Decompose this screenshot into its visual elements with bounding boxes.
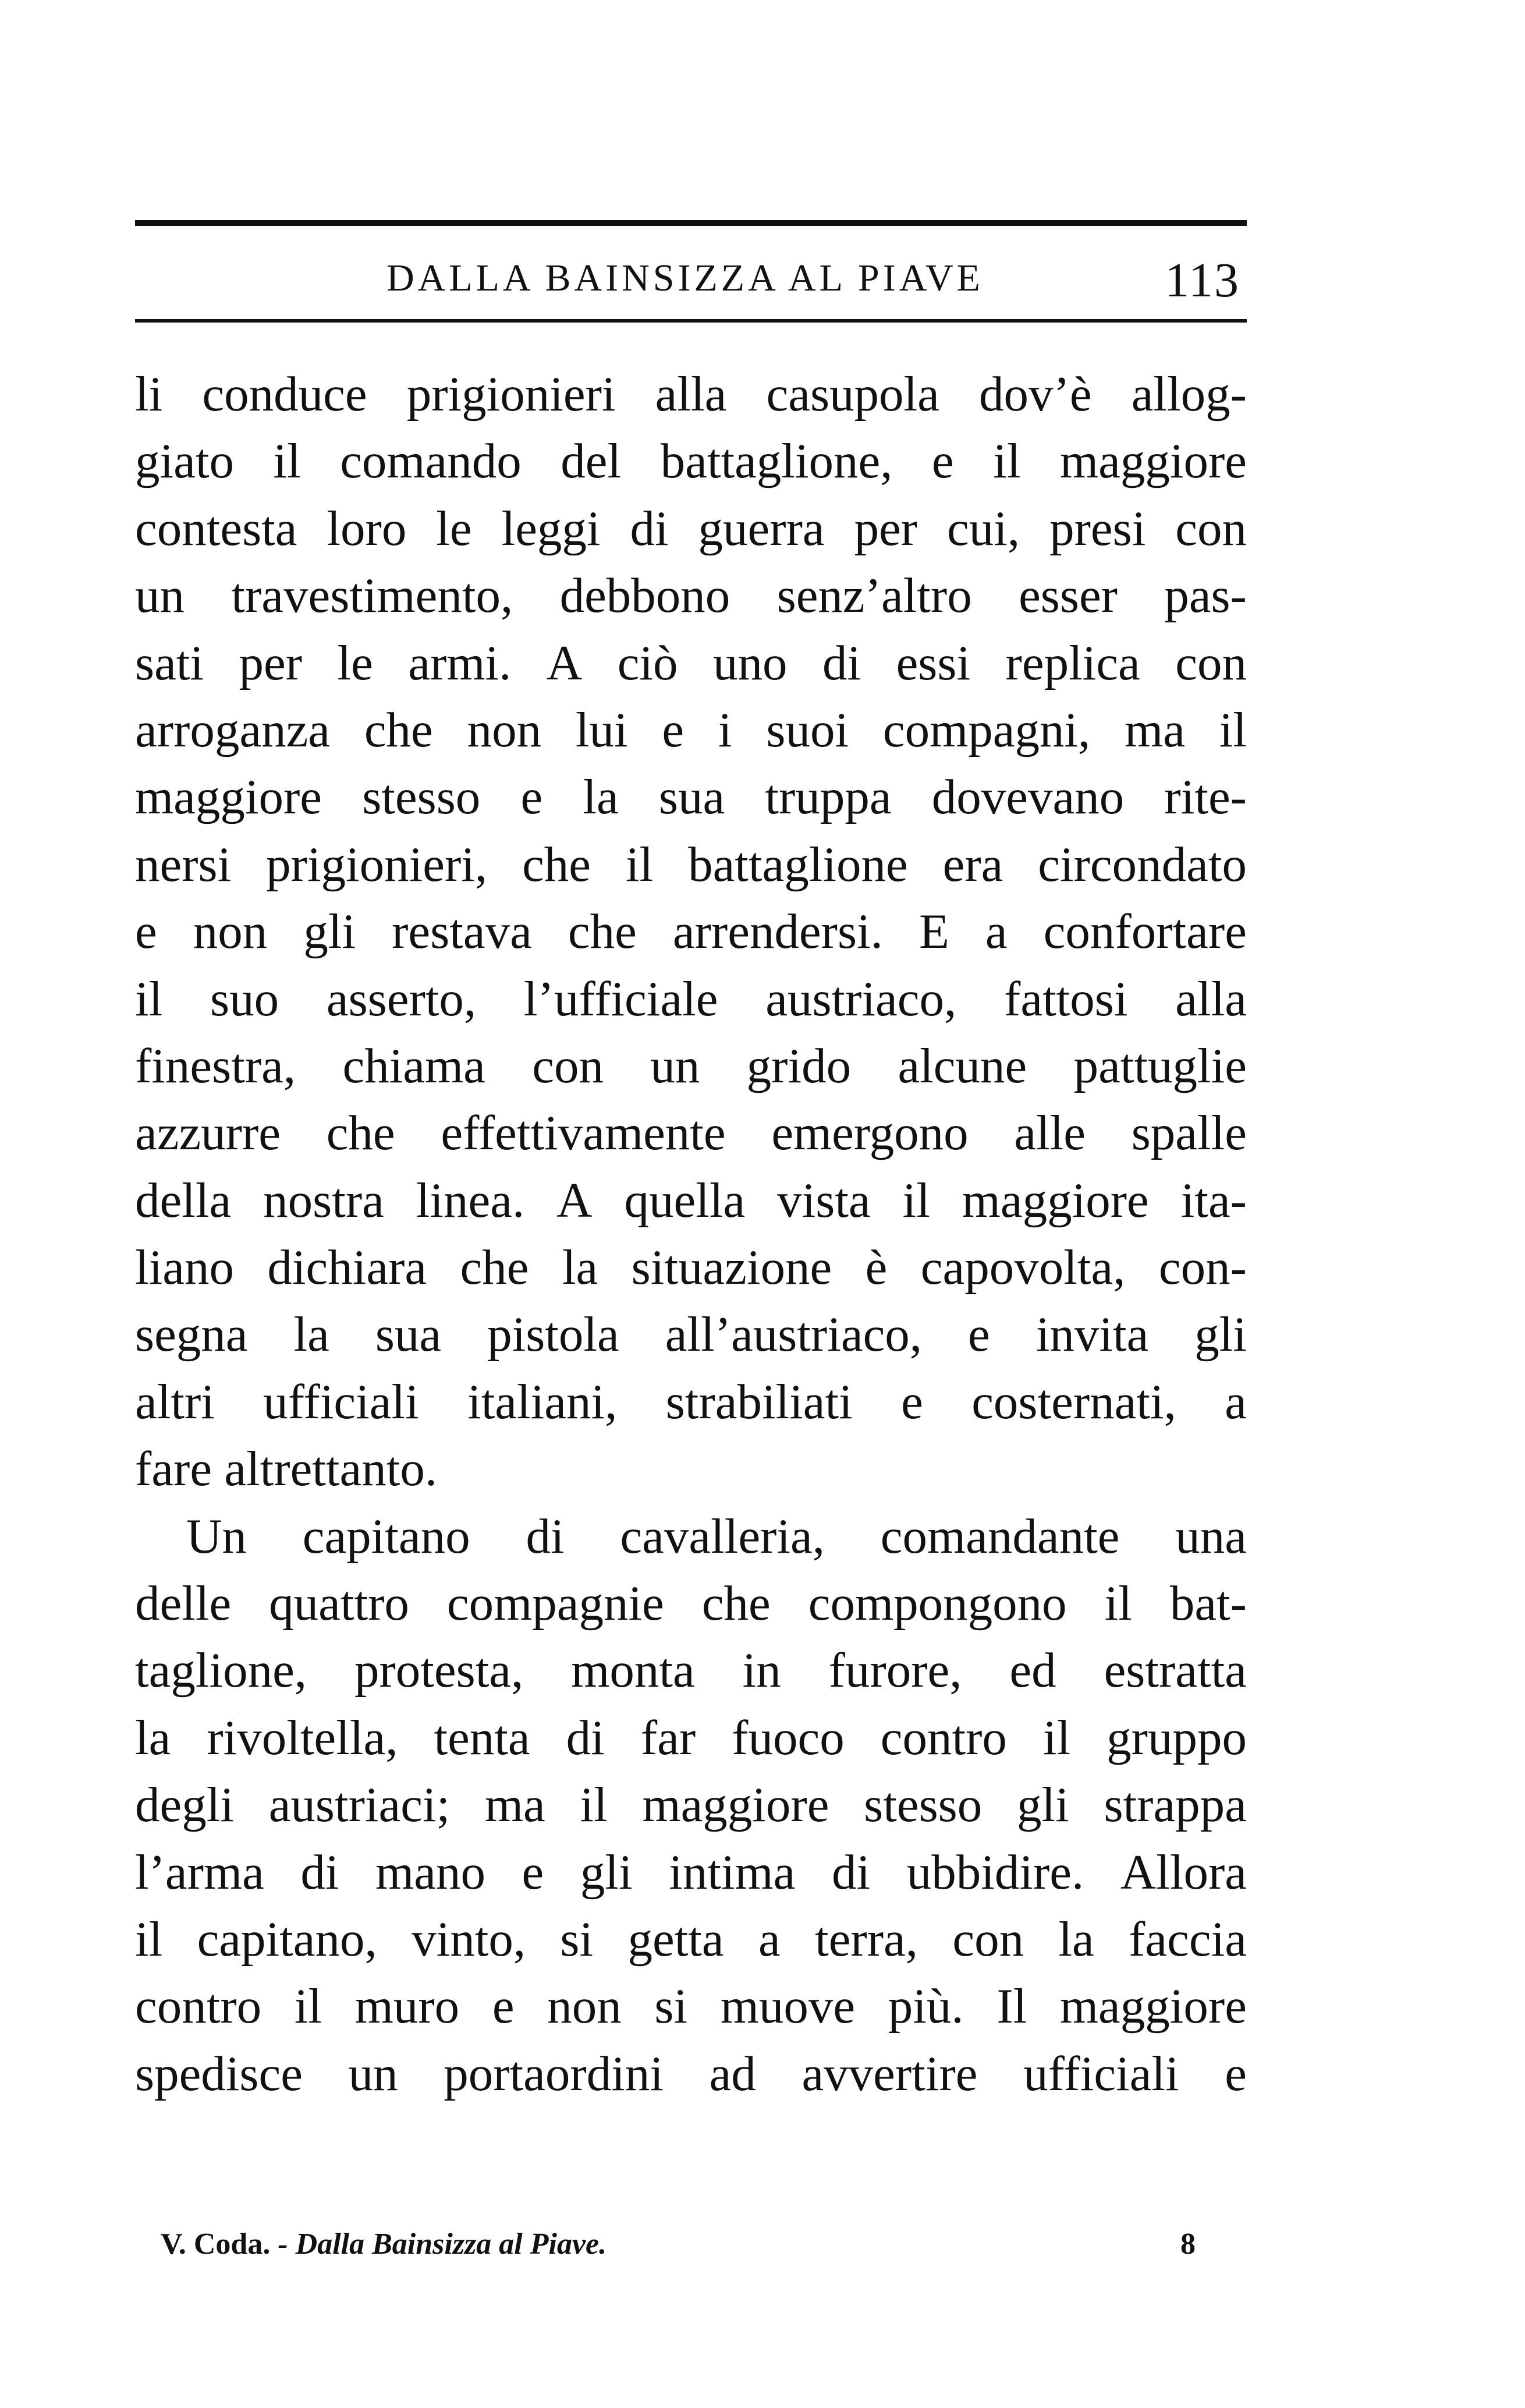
word: ma bbox=[484, 1777, 545, 1833]
word: e bbox=[135, 904, 157, 959]
word: comandante bbox=[880, 1508, 1120, 1564]
word: e bbox=[1225, 2046, 1247, 2101]
text-line bbox=[135, 1906, 1247, 1973]
word: allog- bbox=[1131, 367, 1247, 422]
word: che bbox=[460, 1240, 529, 1295]
word: maggiore bbox=[135, 770, 322, 825]
word: emergono bbox=[771, 1106, 969, 1161]
word: prigionieri, bbox=[266, 837, 488, 892]
word: che bbox=[701, 1576, 771, 1631]
word: dov’è bbox=[979, 367, 1092, 422]
top-rule bbox=[135, 220, 1247, 226]
word: per bbox=[239, 635, 303, 690]
word: protesta, bbox=[354, 1643, 524, 1698]
word: e bbox=[932, 434, 954, 489]
word: la bbox=[562, 1240, 598, 1295]
word: ufficiali bbox=[1023, 2046, 1179, 2101]
word: ciò bbox=[617, 635, 678, 690]
text-line bbox=[135, 764, 1247, 831]
text-line bbox=[135, 1033, 1247, 1100]
word: effettivamente bbox=[441, 1106, 726, 1161]
word: dovevano bbox=[931, 770, 1125, 825]
word: vinto, bbox=[412, 1911, 526, 1967]
text-line bbox=[135, 966, 1247, 1033]
word: costernati, bbox=[971, 1374, 1176, 1429]
word: suo bbox=[210, 971, 279, 1026]
word: degli bbox=[135, 1777, 234, 1833]
word: di bbox=[526, 1508, 565, 1564]
word: e bbox=[968, 1307, 990, 1362]
word: austriaco, bbox=[765, 971, 957, 1026]
word: il bbox=[1042, 1710, 1071, 1765]
word: con bbox=[1175, 635, 1247, 690]
word: armi. bbox=[408, 635, 512, 690]
word: maggiore bbox=[1059, 1979, 1247, 2034]
word: battaglione bbox=[688, 837, 908, 892]
text-line bbox=[135, 898, 1247, 965]
word: il bbox=[993, 434, 1021, 489]
text-line bbox=[135, 562, 1247, 629]
word: spalle bbox=[1131, 1106, 1247, 1161]
word: un bbox=[650, 1038, 700, 1093]
word: a bbox=[985, 904, 1008, 959]
word: strabiliati bbox=[665, 1374, 853, 1429]
word: far bbox=[640, 1710, 696, 1765]
word: asserto, bbox=[326, 971, 477, 1026]
word: replica bbox=[1005, 635, 1140, 690]
word: pistola bbox=[487, 1307, 619, 1362]
word: maggiore bbox=[962, 1173, 1149, 1228]
word: li bbox=[135, 367, 163, 422]
word: intima bbox=[669, 1844, 796, 1900]
word: nostra bbox=[263, 1173, 384, 1228]
word: situazione bbox=[631, 1240, 832, 1295]
text-line bbox=[135, 697, 1247, 764]
word: suoi bbox=[766, 702, 849, 757]
word: lui bbox=[575, 702, 628, 757]
word: si bbox=[560, 1911, 594, 1967]
footer-author: V. Coda. bbox=[161, 2228, 271, 2261]
word: mano bbox=[375, 1844, 485, 1900]
word: i bbox=[718, 702, 732, 757]
word: battaglione, bbox=[660, 434, 893, 489]
text-line bbox=[135, 2041, 1247, 2108]
word: azzurre bbox=[135, 1106, 281, 1161]
word: maggiore bbox=[642, 1777, 829, 1833]
word: maggiore bbox=[1060, 434, 1247, 489]
word: le bbox=[337, 635, 373, 690]
word: è bbox=[865, 1240, 888, 1295]
word: gli bbox=[1194, 1307, 1247, 1362]
word: che bbox=[364, 702, 433, 757]
word: terra, bbox=[815, 1911, 918, 1967]
word: della bbox=[135, 1173, 232, 1228]
word: A bbox=[556, 1173, 593, 1228]
word: cavalleria, bbox=[620, 1508, 825, 1564]
word: ed bbox=[1009, 1643, 1056, 1698]
word: contesta bbox=[135, 501, 297, 556]
word: gruppo bbox=[1106, 1710, 1247, 1765]
word: tenta bbox=[434, 1710, 530, 1765]
word: che bbox=[568, 904, 637, 959]
word: la bbox=[1058, 1911, 1094, 1967]
paragraph-1 bbox=[135, 361, 1247, 1503]
word: compagnie bbox=[446, 1576, 664, 1631]
word: il bbox=[580, 1777, 608, 1833]
word: truppa bbox=[765, 770, 892, 825]
word: e bbox=[522, 1844, 544, 1900]
word: cui, bbox=[947, 501, 1020, 556]
word: il bbox=[135, 971, 163, 1026]
word: conduce bbox=[202, 367, 367, 422]
word: dichiara bbox=[267, 1240, 427, 1295]
word: avvertire bbox=[801, 2046, 978, 2101]
word: delle bbox=[135, 1576, 232, 1631]
word: stesso bbox=[864, 1777, 983, 1833]
word: di bbox=[822, 635, 861, 690]
word: pattuglie bbox=[1073, 1038, 1247, 1093]
word: arroganza bbox=[135, 702, 331, 757]
text-line bbox=[135, 1839, 1247, 1906]
word: restava bbox=[392, 904, 532, 959]
word: rite- bbox=[1164, 770, 1247, 825]
word: le bbox=[436, 501, 472, 556]
word: chiama bbox=[342, 1038, 485, 1093]
word: il bbox=[625, 837, 654, 892]
word: strappa bbox=[1104, 1777, 1247, 1833]
word: e bbox=[492, 1979, 515, 2034]
word: rivoltella, bbox=[207, 1710, 398, 1765]
word: un bbox=[135, 568, 185, 624]
word: con bbox=[1175, 501, 1247, 556]
word: capitano bbox=[302, 1508, 470, 1564]
text-line bbox=[135, 831, 1247, 898]
word: uno bbox=[713, 635, 788, 690]
word: prigionieri bbox=[406, 367, 616, 422]
word: di bbox=[300, 1844, 339, 1900]
word: presi bbox=[1049, 501, 1146, 556]
word: estratta bbox=[1104, 1643, 1247, 1698]
word: contro bbox=[135, 1979, 262, 2034]
word: nersi bbox=[135, 837, 232, 892]
word: A bbox=[546, 635, 583, 690]
word: alcune bbox=[898, 1038, 1027, 1093]
word: compongono bbox=[808, 1576, 1067, 1631]
word: faccia bbox=[1129, 1911, 1247, 1967]
word: si bbox=[654, 1979, 688, 2034]
word: che bbox=[326, 1106, 395, 1161]
word: circondato bbox=[1038, 837, 1247, 892]
word: fuoco bbox=[732, 1710, 845, 1765]
word: alla bbox=[655, 367, 727, 422]
text-line bbox=[135, 1234, 1247, 1301]
word: italiani, bbox=[467, 1374, 618, 1429]
text-line bbox=[135, 1100, 1247, 1167]
text-line bbox=[135, 1973, 1247, 2040]
word: con- bbox=[1158, 1240, 1247, 1295]
text-line bbox=[135, 1570, 1247, 1637]
word: invita bbox=[1035, 1307, 1149, 1362]
text-line bbox=[135, 1301, 1247, 1368]
word: non bbox=[547, 1979, 622, 2034]
running-head bbox=[135, 249, 1247, 313]
running-title: DALLA BAINSIZZA AL PIAVE bbox=[386, 257, 984, 299]
head-rule bbox=[135, 319, 1247, 323]
word: spedisce bbox=[135, 2046, 303, 2101]
word: giato bbox=[135, 434, 234, 489]
word: quella bbox=[624, 1173, 746, 1228]
word: gli bbox=[303, 904, 356, 959]
word: alla bbox=[1175, 971, 1247, 1026]
word: altri bbox=[135, 1374, 215, 1429]
word: segna bbox=[135, 1307, 248, 1362]
word: di bbox=[566, 1710, 605, 1765]
text-line bbox=[135, 630, 1247, 697]
word: il bbox=[1219, 702, 1247, 757]
word: con bbox=[532, 1038, 604, 1093]
word: il bbox=[902, 1173, 930, 1228]
word: capitano, bbox=[197, 1911, 377, 1967]
word: fattosi bbox=[1004, 971, 1128, 1026]
word: esser bbox=[1019, 568, 1118, 624]
word: vista bbox=[777, 1173, 871, 1228]
text-line bbox=[135, 428, 1247, 495]
word: muove bbox=[720, 1979, 856, 2034]
word: monta bbox=[571, 1643, 695, 1698]
word: arrendersi. bbox=[672, 904, 883, 959]
word: che bbox=[522, 837, 591, 892]
word: austriaci; bbox=[268, 1777, 451, 1833]
word: di bbox=[832, 1844, 871, 1900]
text-line bbox=[135, 1369, 1247, 1436]
word: finestra, bbox=[135, 1038, 296, 1093]
text-line bbox=[135, 1503, 1247, 1570]
word: muro bbox=[354, 1979, 460, 2034]
word: la bbox=[135, 1710, 171, 1765]
word: l’arma bbox=[135, 1844, 264, 1900]
word: in bbox=[742, 1643, 781, 1698]
word: la bbox=[583, 770, 619, 825]
word: non bbox=[193, 904, 268, 959]
word: bat- bbox=[1169, 1576, 1247, 1631]
footer-separator: - bbox=[278, 2228, 288, 2261]
word: il bbox=[273, 434, 301, 489]
word: compagni, bbox=[882, 702, 1091, 757]
word: l’ufficiale bbox=[523, 971, 718, 1026]
word: la bbox=[293, 1307, 329, 1362]
word: Il bbox=[996, 1979, 1027, 2034]
word: leggi bbox=[501, 501, 601, 556]
word: e bbox=[901, 1374, 923, 1429]
word: e bbox=[662, 702, 685, 757]
word: debbono bbox=[559, 568, 730, 624]
word: capovolta, bbox=[920, 1240, 1126, 1295]
word: quattro bbox=[269, 1576, 409, 1631]
word: liano bbox=[135, 1240, 234, 1295]
word: grido bbox=[746, 1038, 852, 1093]
text-line: fare altrettanto. bbox=[135, 1442, 438, 1497]
word: ubbidire. bbox=[906, 1844, 1084, 1900]
word: sua bbox=[658, 770, 725, 825]
paragraph-2 bbox=[135, 1503, 1247, 2108]
word: linea. bbox=[416, 1173, 525, 1228]
word: non bbox=[467, 702, 542, 757]
word: ad bbox=[709, 2046, 756, 2101]
word: a bbox=[758, 1911, 781, 1967]
word: ma bbox=[1125, 702, 1185, 757]
text-line bbox=[135, 361, 1247, 428]
word: gli bbox=[1016, 1777, 1069, 1833]
word: loro bbox=[327, 501, 407, 556]
word: pas- bbox=[1164, 568, 1247, 624]
word: essi bbox=[896, 635, 971, 690]
word: casupola bbox=[766, 367, 939, 422]
word: gli bbox=[580, 1844, 633, 1900]
word: guerra bbox=[698, 501, 825, 556]
word: portaordini bbox=[444, 2046, 664, 2101]
word: Un bbox=[186, 1508, 247, 1564]
text-line bbox=[135, 495, 1247, 562]
word: e bbox=[520, 770, 543, 825]
word: senz’altro bbox=[776, 568, 972, 624]
text-line bbox=[135, 1167, 1247, 1234]
word: di bbox=[630, 501, 669, 556]
word: era bbox=[942, 837, 1003, 892]
word: taglione, bbox=[135, 1643, 307, 1698]
word: E bbox=[918, 904, 949, 959]
sheet-number: 8 bbox=[1180, 2228, 1196, 2261]
word: a bbox=[1225, 1374, 1247, 1429]
word: comando bbox=[340, 434, 522, 489]
word: furore, bbox=[828, 1643, 962, 1698]
page-number: 113 bbox=[1165, 253, 1240, 307]
word: all’austriaco, bbox=[665, 1307, 923, 1362]
word: confortare bbox=[1043, 904, 1247, 959]
word: una bbox=[1175, 1508, 1247, 1564]
text-line bbox=[135, 1637, 1247, 1704]
word: travestimento, bbox=[231, 568, 513, 624]
word: contro bbox=[880, 1710, 1007, 1765]
text-line bbox=[135, 1772, 1247, 1839]
word: stesso bbox=[362, 770, 481, 825]
word: sua bbox=[375, 1307, 442, 1362]
word: getta bbox=[627, 1911, 724, 1967]
word: Allora bbox=[1120, 1844, 1247, 1900]
footer-signature bbox=[161, 2218, 607, 2271]
page-footer bbox=[135, 2218, 1247, 2271]
word: alle bbox=[1014, 1106, 1086, 1161]
text-line bbox=[135, 1705, 1247, 1772]
word: più. bbox=[888, 1979, 964, 2034]
word: sati bbox=[135, 635, 204, 690]
word: il bbox=[1104, 1576, 1132, 1631]
word: per bbox=[854, 501, 918, 556]
word: il bbox=[294, 1979, 322, 2034]
word: ufficiali bbox=[263, 1374, 419, 1429]
word: il bbox=[135, 1911, 163, 1967]
word: ita- bbox=[1180, 1173, 1247, 1228]
footer-work-title: Dalla Bainsizza al Piave. bbox=[295, 2228, 607, 2261]
word: del bbox=[561, 434, 622, 489]
body-text bbox=[135, 361, 1247, 2108]
word: un bbox=[348, 2046, 398, 2101]
word: con bbox=[952, 1911, 1024, 1967]
